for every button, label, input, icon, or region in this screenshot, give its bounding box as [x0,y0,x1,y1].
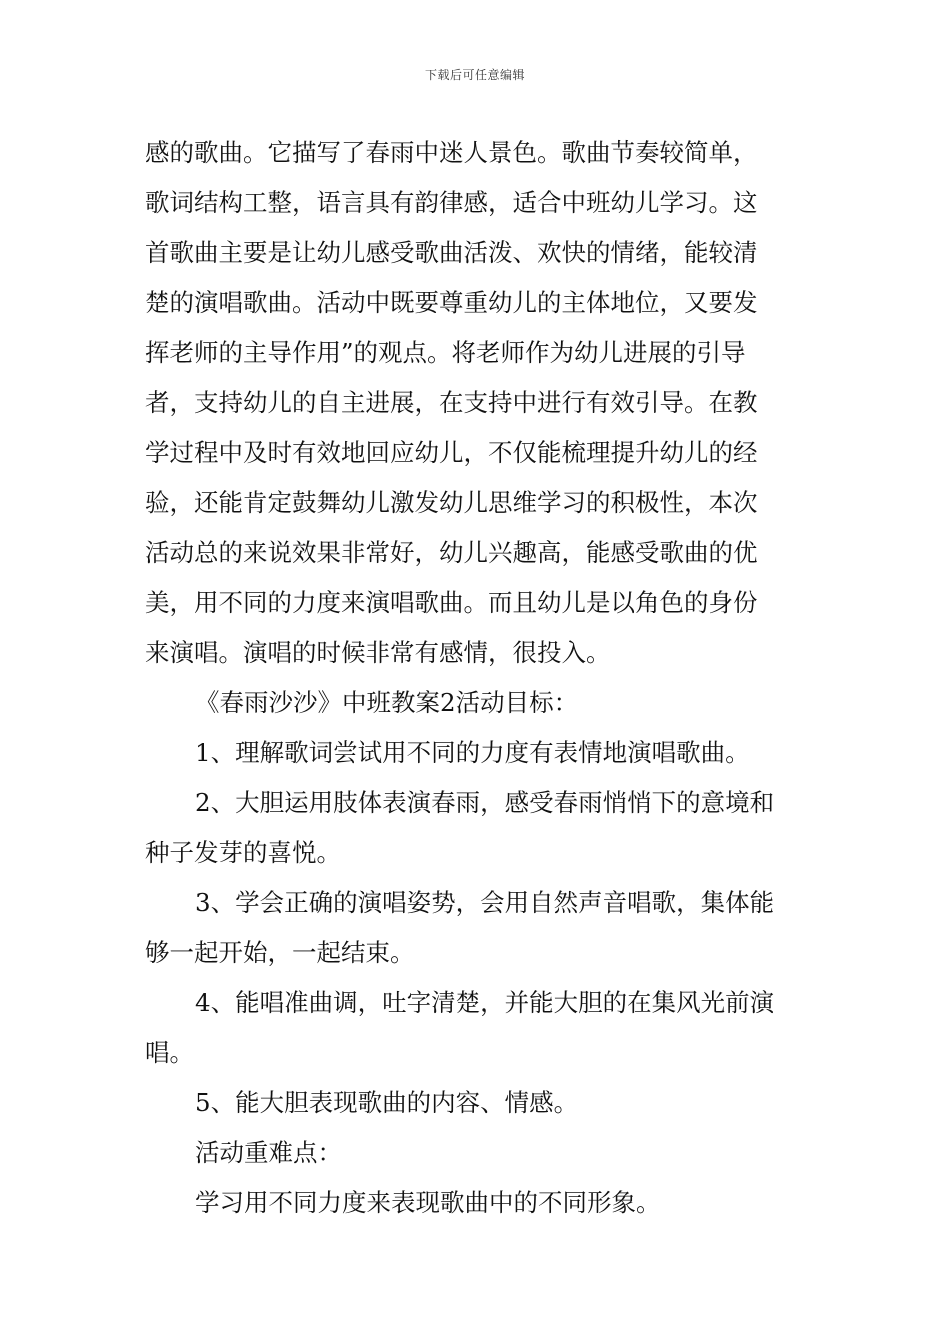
objective-item-continuation: 唱。 [145,1038,194,1067]
body-line: 来演唱。演唱的时候非常有感情，很投入。 [145,638,611,667]
download-note: 下载后可任意编辑 [424,68,525,82]
objective-item-continuation: 种子发芽的喜悦。 [145,838,341,867]
objective-item: 2、大胆运用肢体表演春雨，感受春雨悄悄下的意境和 [195,788,775,817]
objective-item: 4、能唱准曲调，吐字清楚，并能大胆的在集风光前演 [195,988,775,1017]
section-heading: 《春雨沙沙》中班教案2活动目标： [195,688,579,717]
body-line: 学过程中及时有效地回应幼儿，不仅能梳理提升幼儿的经 [145,438,758,467]
subsection-heading: 活动重难点： [195,1138,342,1167]
document-body [145,128,810,1228]
body-line: 感的歌曲。它描写了春雨中迷人景色。歌曲节奏较简单， [145,138,758,167]
body-line: 首歌曲主要是让幼儿感受歌曲活泼、欢快的情绪，能较清 [145,238,758,267]
body-line: 楚的演唱歌曲。活动中既要尊重幼儿的主体地位，又要发 [145,288,758,317]
body-line: 验，还能肯定鼓舞幼儿激发幼儿思维学习的积极性，本次 [145,488,758,517]
body-line: 歌词结构工整，语言具有韵律感，适合中班幼儿学习。这 [145,188,758,217]
objective-item: 5、能大胆表现歌曲的内容、情感。 [195,1088,579,1117]
body-line: 者，支持幼儿的自主进展，在支持中进行有效引导。在教 [145,388,758,417]
body-line: 学习用不同力度来表现歌曲中的不同形象。 [195,1188,661,1217]
objective-item: 3、学会正确的演唱姿势，会用自然声音唱歌，集体能 [195,888,775,917]
objective-item: 1、理解歌词尝试用不同的力度有表情地演唱歌曲。 [195,738,750,767]
objective-item-continuation: 够一起开始，一起结束。 [145,938,415,967]
body-line: 美，用不同的力度来演唱歌曲。而且幼儿是以角色的身份 [145,588,758,617]
body-line: 挥老师的主导作用”的观点。将老师作为幼儿进展的引导 [145,338,746,367]
body-line: 活动总的来说效果非常好，幼儿兴趣高，能感受歌曲的优 [145,538,758,567]
